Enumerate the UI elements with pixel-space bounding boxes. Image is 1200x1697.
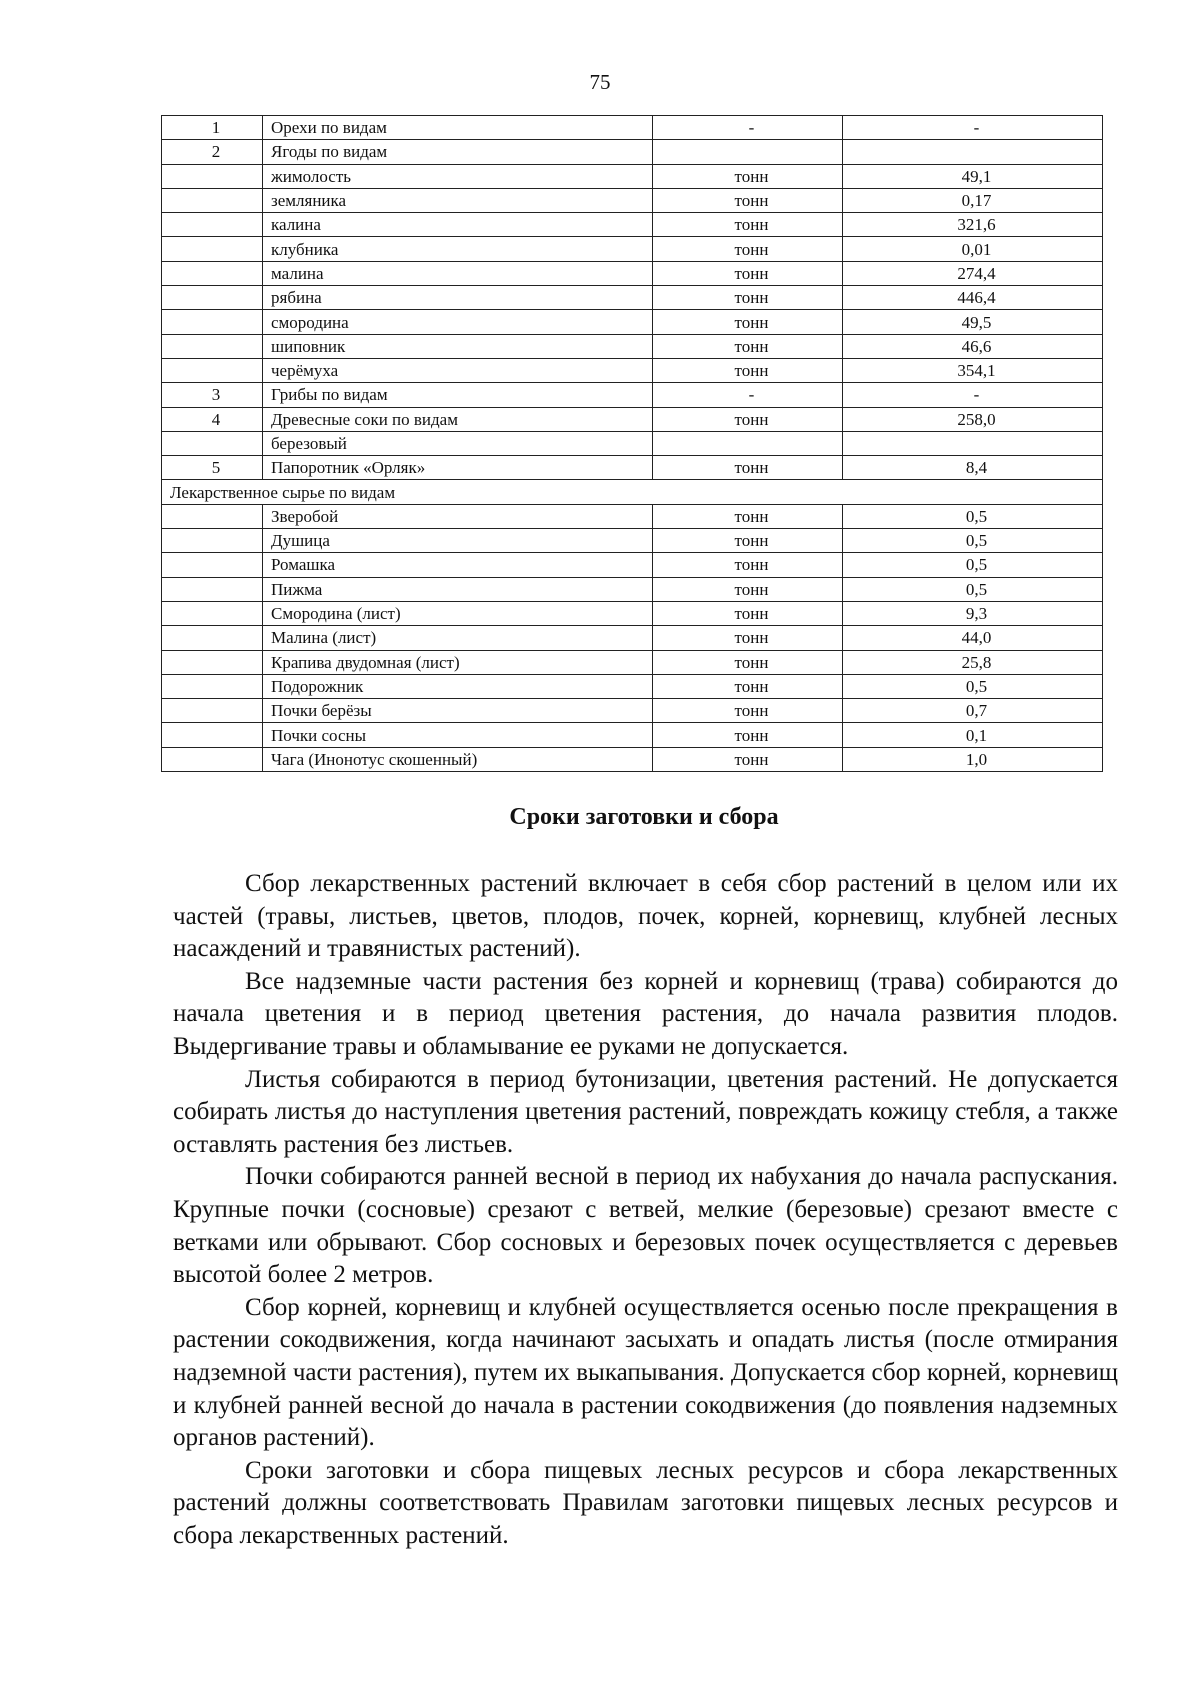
row-number <box>162 601 263 625</box>
table-row <box>162 699 1103 723</box>
row-number: 4 <box>162 407 263 431</box>
row-number: 2 <box>162 140 263 164</box>
unit-cell: тонн <box>653 577 843 601</box>
row-number <box>162 164 263 188</box>
table-row <box>162 674 1103 698</box>
resource-name: черёмуха <box>263 358 653 382</box>
resource-name: шиповник <box>263 334 653 358</box>
volume-value: 446,4 <box>843 286 1103 310</box>
body-paragraph: Листья собираются в период бутонизации, цветения растений. Не допускается собирать листья до наступления цветения растений, повреждать кожицу стебля, а также оставлять растения без листьев. <box>173 1065 1118 1158</box>
table-row <box>162 723 1103 747</box>
body-paragraph: Сбор корней, корневищ и клубней осуществляется осенью после прекращения в растении сокодвижения, когда начинают засыхать и опадать листья (после отмирания надземной части растения), путем их выкапывания. Допускается сбор корней, корневищ и клубней ранней весной до начала в растении сокодвижения (до появления надземных органов растений). <box>173 1293 1118 1452</box>
volume-value: 0,5 <box>843 674 1103 698</box>
resource-name: Подорожник <box>263 674 653 698</box>
table-group-header-row <box>162 480 1103 504</box>
volume-value: 46,6 <box>843 334 1103 358</box>
resource-name: Почки сосны <box>263 723 653 747</box>
body-paragraph: Сбор лекарственных растений включает в себя сбор растений в целом или их частей (травы, листьев, цветов, плодов, почек, корней, корневищ, клубней лесных насаждений и травянистых растений). <box>173 870 1118 963</box>
resource-name: Древесные соки по видам <box>263 407 653 431</box>
resource-name: Почки берёзы <box>263 699 653 723</box>
unit-cell: тонн <box>653 699 843 723</box>
row-number <box>162 626 263 650</box>
table-row <box>162 650 1103 674</box>
unit-cell: тонн <box>653 626 843 650</box>
table-row <box>162 529 1103 553</box>
table-row <box>162 286 1103 310</box>
resource-name: Малина (лист) <box>263 626 653 650</box>
unit-cell: тонн <box>653 601 843 625</box>
unit-cell: тонн <box>653 237 843 261</box>
resource-name: Ромашка <box>263 553 653 577</box>
table-row <box>162 553 1103 577</box>
row-number <box>162 699 263 723</box>
row-number <box>162 334 263 358</box>
table-row <box>162 334 1103 358</box>
section-body <box>173 868 1118 1552</box>
resource-name: Ягоды по видам <box>263 140 653 164</box>
volume-value: - <box>843 116 1103 140</box>
table-row <box>162 237 1103 261</box>
unit-cell: тонн <box>653 310 843 334</box>
unit-cell: тонн <box>653 358 843 382</box>
table-row <box>162 456 1103 480</box>
resource-name: клубника <box>263 237 653 261</box>
unit-cell: тонн <box>653 529 843 553</box>
unit-cell <box>653 431 843 455</box>
volume-value: - <box>843 383 1103 407</box>
resource-name: Орехи по видам <box>263 116 653 140</box>
resource-name: Пижма <box>263 577 653 601</box>
resource-name: земляника <box>263 188 653 212</box>
resource-name: Папоротник «Орляк» <box>263 456 653 480</box>
table-row <box>162 310 1103 334</box>
volume-value: 9,3 <box>843 601 1103 625</box>
page-number: 75 <box>589 70 611 94</box>
unit-cell: тонн <box>653 674 843 698</box>
volume-value: 354,1 <box>843 358 1103 382</box>
volume-value: 321,6 <box>843 213 1103 237</box>
resource-name: малина <box>263 261 653 285</box>
row-number <box>162 504 263 528</box>
row-number: 3 <box>162 383 263 407</box>
row-number: 1 <box>162 116 263 140</box>
row-number <box>162 577 263 601</box>
body-paragraph: Все надземные части растения без корней и корневищ (трава) собираются до начала цветения и в период цветения растения, до начала развития плодов. Выдергивание травы и обламывание ее руками не допускается. <box>173 967 1118 1060</box>
unit-cell: - <box>653 383 843 407</box>
unit-cell: - <box>653 116 843 140</box>
unit-cell: тонн <box>653 504 843 528</box>
unit-cell: тонн <box>653 213 843 237</box>
table-row <box>162 577 1103 601</box>
volume-value: 0,1 <box>843 723 1103 747</box>
table-row <box>162 140 1103 164</box>
volume-value: 49,5 <box>843 310 1103 334</box>
table-row <box>162 407 1103 431</box>
resource-name: Грибы по видам <box>263 383 653 407</box>
unit-cell: тонн <box>653 188 843 212</box>
volume-value: 0,17 <box>843 188 1103 212</box>
row-number <box>162 650 263 674</box>
section-title: Сроки заготовки и сбора <box>509 804 779 830</box>
unit-cell: тонн <box>653 286 843 310</box>
volume-value: 8,4 <box>843 456 1103 480</box>
row-number <box>162 213 263 237</box>
volume-value: 258,0 <box>843 407 1103 431</box>
unit-cell: тонн <box>653 456 843 480</box>
resource-name: Зверобой <box>263 504 653 528</box>
table-row <box>162 358 1103 382</box>
volume-value: 0,5 <box>843 504 1103 528</box>
volume-value: 44,0 <box>843 626 1103 650</box>
volume-value: 0,5 <box>843 553 1103 577</box>
row-number <box>162 188 263 212</box>
resource-name: Крапива двудомная (лист) <box>263 650 653 674</box>
body-paragraph: Почки собираются ранней весной в период их набухания до начала распускания. Крупные почки (сосновые) срезают с ветвей, мелкие (березовые) срезают вместе с ветками или обрывают. Сбор сосновых и березовых почек осуществляется с деревьев высотой более 2 метров. <box>173 1163 1118 1289</box>
volume-value <box>843 431 1103 455</box>
volume-value: 49,1 <box>843 164 1103 188</box>
unit-cell <box>653 140 843 164</box>
volume-value: 0,5 <box>843 577 1103 601</box>
unit-cell: тонн <box>653 747 843 771</box>
row-number <box>162 529 263 553</box>
resources-table <box>161 115 1103 772</box>
resource-name: Душица <box>263 529 653 553</box>
volume-value: 0,5 <box>843 529 1103 553</box>
table-row <box>162 261 1103 285</box>
row-number <box>162 747 263 771</box>
resource-name: Смородина (лист) <box>263 601 653 625</box>
volume-value: 274,4 <box>843 261 1103 285</box>
row-number <box>162 261 263 285</box>
row-number <box>162 431 263 455</box>
table-row <box>162 747 1103 771</box>
table-row <box>162 383 1103 407</box>
row-number <box>162 358 263 382</box>
unit-cell: тонн <box>653 723 843 747</box>
row-number <box>162 310 263 334</box>
table-row <box>162 601 1103 625</box>
table-row <box>162 188 1103 212</box>
body-paragraph: Сроки заготовки и сбора пищевых лесных ресурсов и сбора лекарственных растений должны соответствовать Правилам заготовки пищевых лесных ресурсов и сбора лекарственных растений. <box>173 1456 1118 1549</box>
resource-name: жимолость <box>263 164 653 188</box>
table-row <box>162 626 1103 650</box>
row-number <box>162 723 263 747</box>
resource-name: калина <box>263 213 653 237</box>
group-header-filler <box>653 480 1103 504</box>
resource-name: Чага (Инонотус скошенный) <box>263 747 653 771</box>
row-number <box>162 237 263 261</box>
row-number <box>162 286 263 310</box>
unit-cell: тонн <box>653 164 843 188</box>
unit-cell: тонн <box>653 261 843 285</box>
table-row <box>162 116 1103 140</box>
volume-value: 0,7 <box>843 699 1103 723</box>
row-number <box>162 553 263 577</box>
table-row <box>162 164 1103 188</box>
row-number <box>162 674 263 698</box>
volume-value <box>843 140 1103 164</box>
group-header-label: Лекарственное сырье по видам <box>162 480 653 504</box>
resource-name: рябина <box>263 286 653 310</box>
unit-cell: тонн <box>653 407 843 431</box>
unit-cell: тонн <box>653 334 843 358</box>
volume-value: 25,8 <box>843 650 1103 674</box>
unit-cell: тонн <box>653 553 843 577</box>
resource-name: березовый <box>263 431 653 455</box>
resource-name: смородина <box>263 310 653 334</box>
unit-cell: тонн <box>653 650 843 674</box>
table-body <box>162 116 1103 772</box>
table-row <box>162 213 1103 237</box>
table-row <box>162 504 1103 528</box>
row-number: 5 <box>162 456 263 480</box>
volume-value: 1,0 <box>843 747 1103 771</box>
table-row <box>162 431 1103 455</box>
volume-value: 0,01 <box>843 237 1103 261</box>
